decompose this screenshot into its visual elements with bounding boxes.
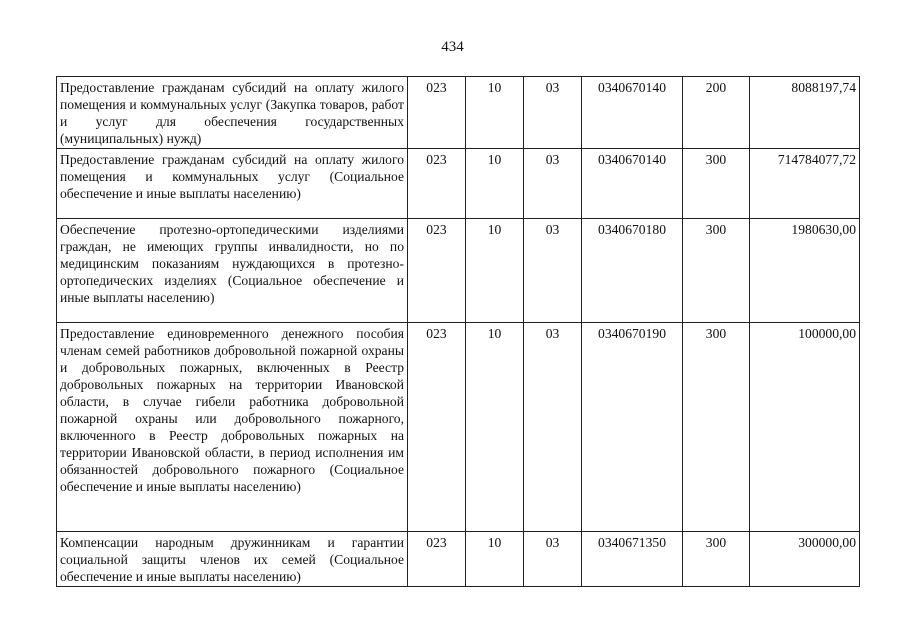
table-row <box>57 149 860 219</box>
row-amount: 8088197,74 <box>750 77 860 149</box>
row-description: Компенсации народным дружинникам и гарантии социальной защиты членов их семей (Социальное обеспечение и иные выплаты населению) <box>57 532 408 587</box>
table-row <box>57 532 860 587</box>
row-subsection: 03 <box>524 149 582 219</box>
budget-table <box>56 76 860 587</box>
row-target-article: 0340670180 <box>582 219 683 323</box>
row-subsection: 03 <box>524 77 582 149</box>
row-amount: 714784077,72 <box>750 149 860 219</box>
row-section: 10 <box>466 532 524 587</box>
table-row <box>57 219 860 323</box>
page-number: 434 <box>441 39 464 55</box>
row-section: 10 <box>466 323 524 532</box>
row-amount: 300000,00 <box>750 532 860 587</box>
row-target-article: 0340671350 <box>582 532 683 587</box>
table-row <box>57 323 860 532</box>
row-expense-type: 300 <box>683 149 750 219</box>
row-section: 10 <box>466 149 524 219</box>
row-description: Предоставление гражданам субсидий на оплату жилого помещения и коммунальных услуг (Закупка товаров, работ и услуг для обеспечения государственных (муниципальных) нужд) <box>57 77 408 149</box>
row-description: Обеспечение протезно-ортопедическими изделиями граждан, не имеющих группы инвалидности, но по медицинским показаниям нуждающихся в протезно-ортопедических изделиях (Социальное обеспечение и иные выплаты населению) <box>57 219 408 323</box>
table-row <box>57 77 860 149</box>
row-admin-code: 023 <box>408 149 466 219</box>
row-subsection: 03 <box>524 219 582 323</box>
row-admin-code: 023 <box>408 323 466 532</box>
row-subsection: 03 <box>524 323 582 532</box>
row-target-article: 0340670140 <box>582 77 683 149</box>
row-expense-type: 300 <box>683 323 750 532</box>
row-amount: 100000,00 <box>750 323 860 532</box>
row-section: 10 <box>466 77 524 149</box>
row-expense-type: 300 <box>683 219 750 323</box>
row-expense-type: 200 <box>683 77 750 149</box>
row-admin-code: 023 <box>408 219 466 323</box>
row-admin-code: 023 <box>408 77 466 149</box>
row-description: Предоставление гражданам субсидий на оплату жилого помещения и коммунальных услуг (Социальное обеспечение и иные выплаты населению) <box>57 149 408 219</box>
row-admin-code: 023 <box>408 532 466 587</box>
row-amount: 1980630,00 <box>750 219 860 323</box>
row-expense-type: 300 <box>683 532 750 587</box>
row-subsection: 03 <box>524 532 582 587</box>
row-section: 10 <box>466 219 524 323</box>
row-target-article: 0340670190 <box>582 323 683 532</box>
row-target-article: 0340670140 <box>582 149 683 219</box>
row-description: Предоставление единовременного денежного пособия членам семей работников добровольной пожарной охраны и добровольных пожарных, включенных в Реестр добровольных пожарных на территории Ивановской области, в случае гибели работника добровольной пожарной охраны или добровольного пожарного, включенного в Реестр добровольных пожарных на территории Ивановской области, в период исполнения им обязанностей добровольного пожарного (Социальное обеспечение и иные выплаты населению) <box>57 323 408 532</box>
